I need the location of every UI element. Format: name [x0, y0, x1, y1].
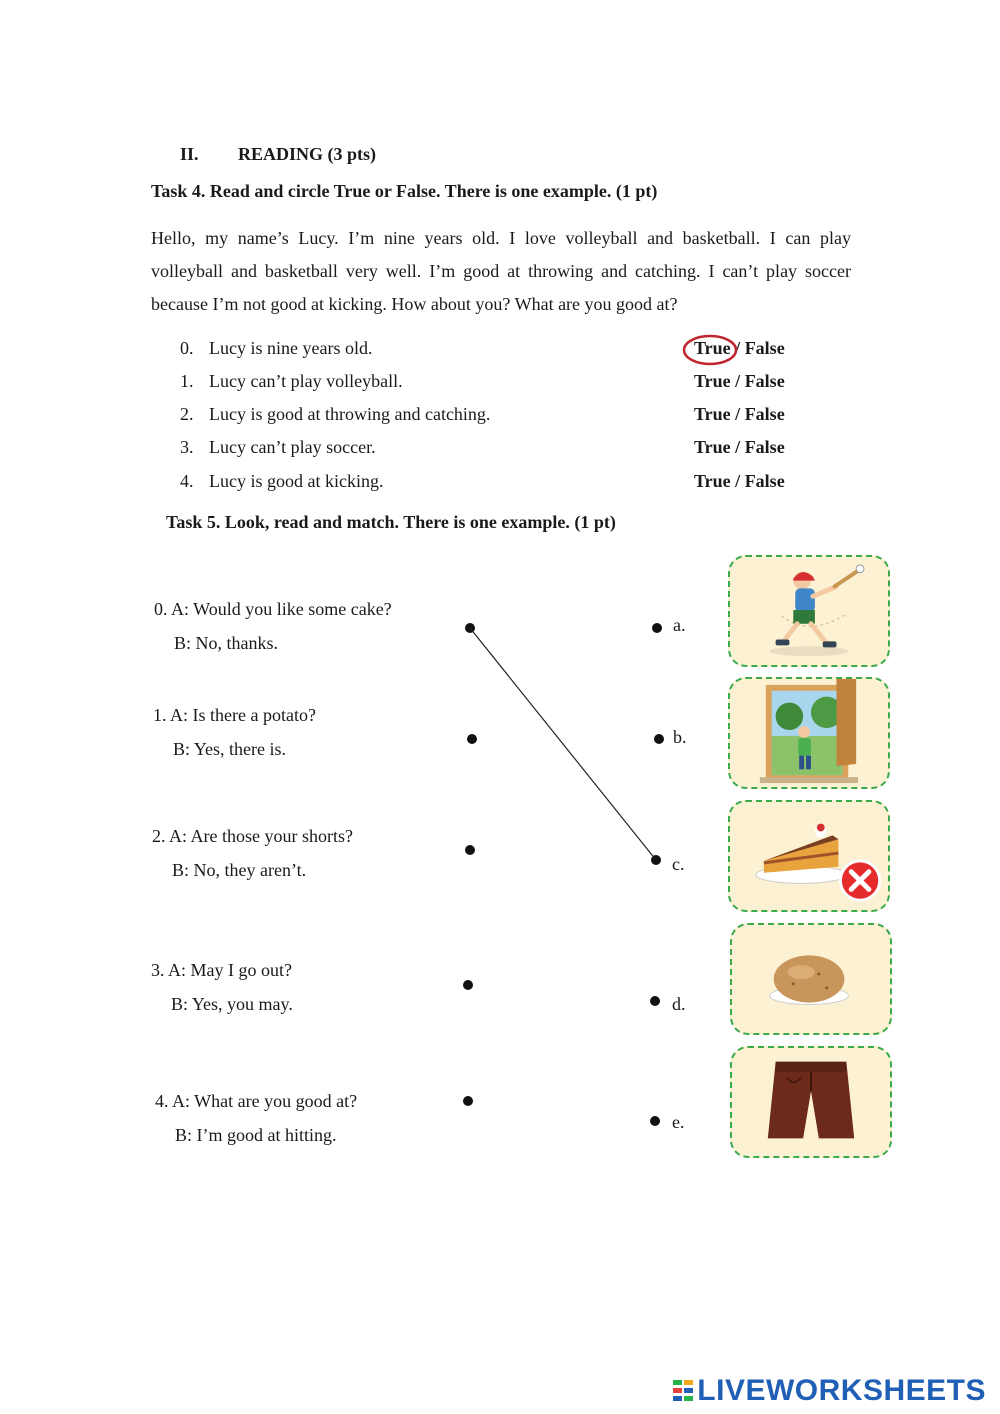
right-match-dot[interactable] — [654, 734, 664, 744]
dialogue-question: 4. A: What are you good at? — [155, 1091, 358, 1111]
option-separator: / — [730, 471, 745, 491]
example-answer-circle — [680, 333, 740, 367]
open-door-icon — [730, 679, 888, 787]
tf-item-4 — [180, 471, 800, 495]
right-match-dot[interactable] — [651, 855, 661, 865]
picture-card-e — [730, 1046, 892, 1158]
option-separator: / — [730, 437, 745, 457]
task4-title: Task 4. Read and circle True or False. There is one example. (1 pt) — [151, 181, 658, 201]
picture-card-b — [728, 677, 890, 789]
brand-name: LIVEWORKSHEETS — [697, 1374, 986, 1407]
section-number: II. — [180, 144, 199, 164]
option-letter: a. — [673, 615, 686, 635]
passage-line: volleyball and basketball very well. I’m good at throwing and catching. I can’t play soccer — [151, 261, 851, 281]
baseball-batter-icon — [730, 557, 888, 665]
item-number: 3. — [180, 437, 194, 457]
option-separator: / — [730, 404, 745, 424]
potato-icon — [732, 925, 890, 1033]
right-match-dot[interactable] — [650, 1116, 660, 1126]
item-statement: Lucy can’t play volleyball. — [209, 371, 403, 391]
cake-icon — [730, 802, 888, 910]
picture-card-d — [730, 923, 892, 1035]
true-false-options — [694, 371, 785, 392]
false-option[interactable]: False — [744, 371, 785, 391]
option-separator: / — [730, 371, 745, 391]
item-statement: Lucy is good at throwing and catching. — [209, 404, 491, 424]
right-match-dot[interactable] — [652, 623, 662, 633]
picture-card-a — [728, 555, 890, 667]
left-match-dot[interactable] — [465, 845, 475, 855]
false-option[interactable]: False — [744, 437, 785, 457]
right-match-dot[interactable] — [650, 996, 660, 1006]
passage-line: because I’m not good at kicking. How about you? What are you good at? — [151, 294, 678, 314]
dialogue-question: 2. A: Are those your shorts? — [152, 826, 353, 846]
item-statement: Lucy is nine years old. — [209, 338, 373, 358]
option-separator: / — [730, 338, 745, 358]
option-letter: d. — [672, 994, 686, 1014]
left-match-dot[interactable] — [463, 1096, 473, 1106]
tf-item-2 — [180, 404, 800, 428]
picture-card-c — [728, 800, 890, 912]
dialogue-4 — [155, 1084, 357, 1152]
section-title — [180, 144, 376, 165]
dialogue-answer: B: Yes, there is. — [173, 739, 287, 759]
option-letter: c. — [672, 854, 685, 874]
true-false-options — [694, 437, 785, 458]
tf-item-1 — [180, 371, 800, 395]
dialogue-1 — [153, 698, 316, 766]
dialogue-3 — [151, 953, 293, 1021]
reading-passage — [151, 222, 851, 321]
option-letter: e. — [672, 1112, 685, 1132]
item-statement: Lucy can’t play soccer. — [209, 437, 376, 457]
false-option[interactable]: False — [744, 471, 785, 491]
dialogue-answer: B: No, they aren’t. — [172, 860, 307, 880]
item-statement: Lucy is good at kicking. — [209, 471, 384, 491]
true-false-options — [694, 471, 785, 492]
dialogue-answer: B: I’m good at hitting. — [175, 1125, 337, 1145]
liveworksheets-logo — [672, 1374, 986, 1408]
logo-grid-icon — [672, 1378, 694, 1404]
shorts-icon — [732, 1048, 890, 1156]
item-number: 1. — [180, 371, 194, 391]
false-option[interactable]: False — [744, 338, 785, 358]
true-option[interactable]: True — [694, 338, 731, 358]
dialogue-question: 0. A: Would you like some cake? — [154, 599, 392, 619]
dialogue-question: 3. A: May I go out? — [151, 960, 292, 980]
true-option[interactable]: True — [694, 471, 731, 491]
dialogue-answer: B: Yes, you may. — [171, 994, 293, 1014]
left-match-dot[interactable] — [463, 980, 473, 990]
left-match-dot[interactable] — [465, 623, 475, 633]
dialogue-answer: B: No, thanks. — [174, 633, 279, 653]
item-number: 4. — [180, 471, 194, 491]
tf-item-3 — [180, 437, 800, 461]
task5-title: Task 5. Look, read and match. There is one example. (1 pt) — [166, 512, 616, 532]
dialogue-question: 1. A: Is there a potato? — [153, 705, 316, 725]
dialogue-0 — [154, 592, 392, 660]
passage-line: Hello, my name’s Lucy. I’m nine years old. I love volleyball and basketball. I can play — [151, 228, 851, 248]
true-false-options — [694, 404, 785, 425]
section-heading: READING (3 pts) — [238, 144, 377, 164]
option-letter: b. — [673, 727, 687, 747]
false-option[interactable]: False — [744, 404, 785, 424]
true-option[interactable]: True — [694, 371, 731, 391]
true-option[interactable]: True — [694, 404, 731, 424]
dialogue-2 — [152, 819, 353, 887]
left-match-dot[interactable] — [467, 734, 477, 744]
item-number: 2. — [180, 404, 194, 424]
item-number: 0. — [180, 338, 194, 358]
true-option[interactable]: True — [694, 437, 731, 457]
